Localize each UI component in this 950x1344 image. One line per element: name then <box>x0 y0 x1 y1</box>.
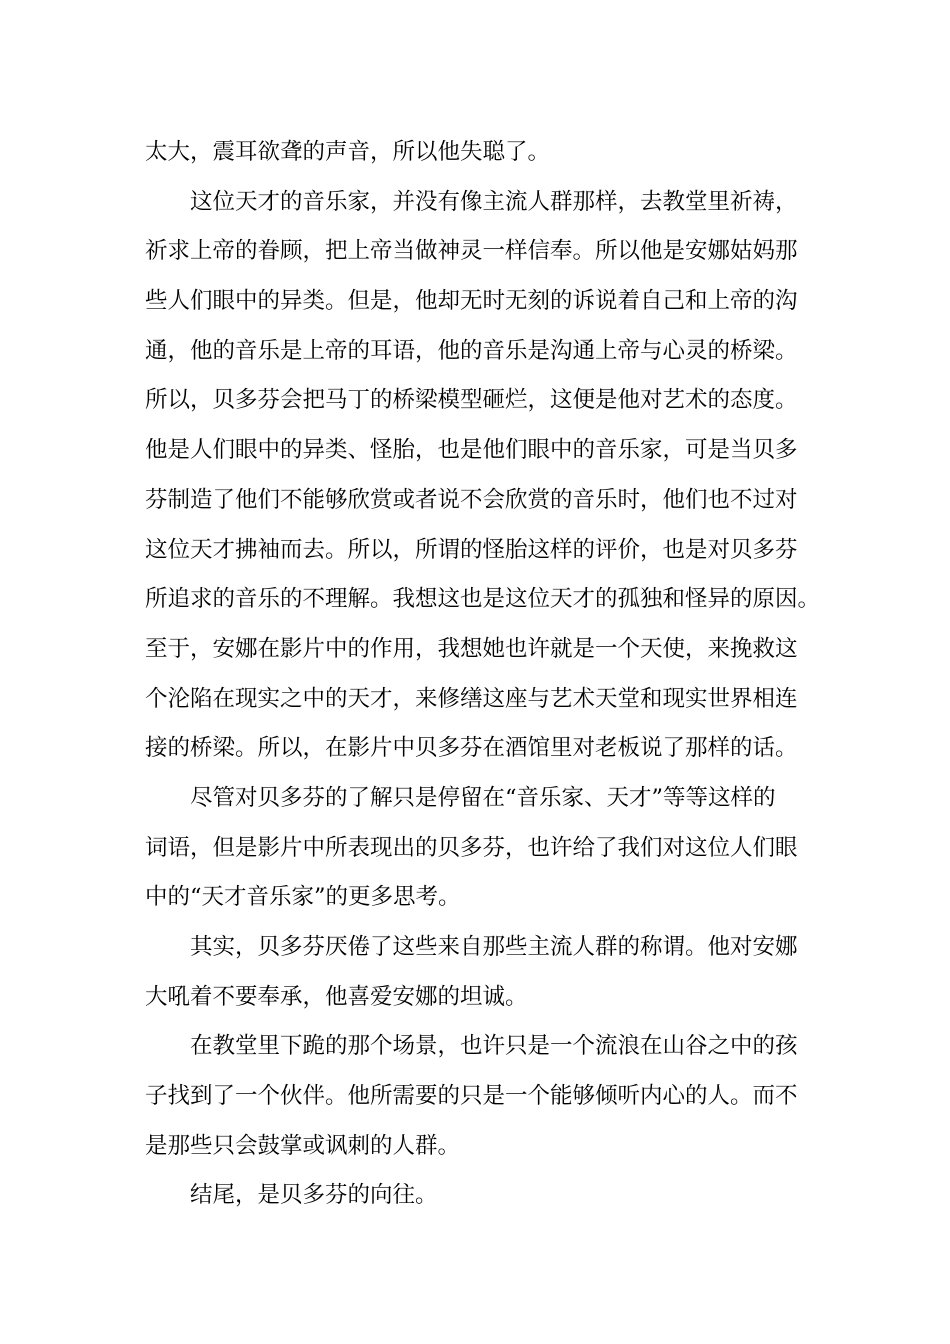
text-line: 这位天才的音乐家，并没有像主流人群那样，去教堂里祈祷， <box>190 188 798 215</box>
paragraph <box>145 774 821 923</box>
paragraph <box>145 178 821 774</box>
text-line: 其实，贝多芬厌倦了这些来自那些主流人群的称谓。他对安娜 <box>190 934 798 960</box>
text-line: 个沦陷在现实之中的天才，来修缮这座与艺术天堂和现实世界相连 <box>145 685 798 712</box>
text-line: 祈求上帝的眷顾，把上帝当做神灵一样信奉。所以他是安娜姑妈那 <box>145 238 798 265</box>
text-line: 接的桥梁。所以，在影片中贝多芬在酒馆里对老板说了那样的话。 <box>145 735 798 762</box>
paragraph <box>145 923 821 1022</box>
text-line: 词语，但是影片中所表现出的贝多芬，也许给了我们对这位人们眼 <box>145 834 798 861</box>
text-line: 子找到了一个伙伴。他所需要的只是一个能够倾听内心的人。而不 <box>145 1083 798 1110</box>
text-line: 大吼着不要奉承，他喜爱安娜的坦诚。 <box>145 983 528 1010</box>
paragraph <box>145 1171 821 1221</box>
text-line: 他是人们眼中的异类、怪胎，也是他们眼中的音乐家，可是当贝多 <box>145 437 798 464</box>
text-line: 这位天才拂袖而去。所以，所谓的怪胎这样的评价，也是对贝多芬 <box>145 536 798 563</box>
paragraph <box>145 1022 821 1171</box>
paragraph <box>145 128 821 178</box>
text-line: 结尾，是贝多芬的向往。 <box>190 1182 438 1209</box>
text-line: 所以，贝多芬会把马丁的桥梁模型砸烂，这便是他对艺术的态度。 <box>145 387 798 414</box>
text-line: 通，他的音乐是上帝的耳语，他的音乐是沟通上帝与心灵的桥梁。 <box>145 337 798 364</box>
text-line: 太大，震耳欲聋的声音，所以他失聪了。 <box>145 139 551 165</box>
text-line: 中的“天才音乐家”的更多思考。 <box>145 884 461 911</box>
body-text <box>145 128 821 1221</box>
text-line: 尽管对贝多芬的了解只是停留在“音乐家、天才”等等这样的 <box>190 784 776 811</box>
text-line: 在教堂里下跪的那个场景，也许只是一个流浪在山谷之中的孩 <box>190 1033 798 1060</box>
text-line: 至于，安娜在影片中的作用，我想她也许就是一个天使，来挽救这 <box>145 635 798 662</box>
text-line: 所追求的音乐的不理解。我想这也是这位天才的孤独和怪异的原因。 <box>145 586 821 613</box>
text-line: 些人们眼中的异类。但是，他却无时无刻的诉说着自己和上帝的沟 <box>145 288 798 315</box>
text-line: 是那些只会鼓掌或讽刺的人群。 <box>145 1132 461 1159</box>
text-line: 芬制造了他们不能够欣赏或者说不会欣赏的音乐时，他们也不过对 <box>145 486 798 513</box>
